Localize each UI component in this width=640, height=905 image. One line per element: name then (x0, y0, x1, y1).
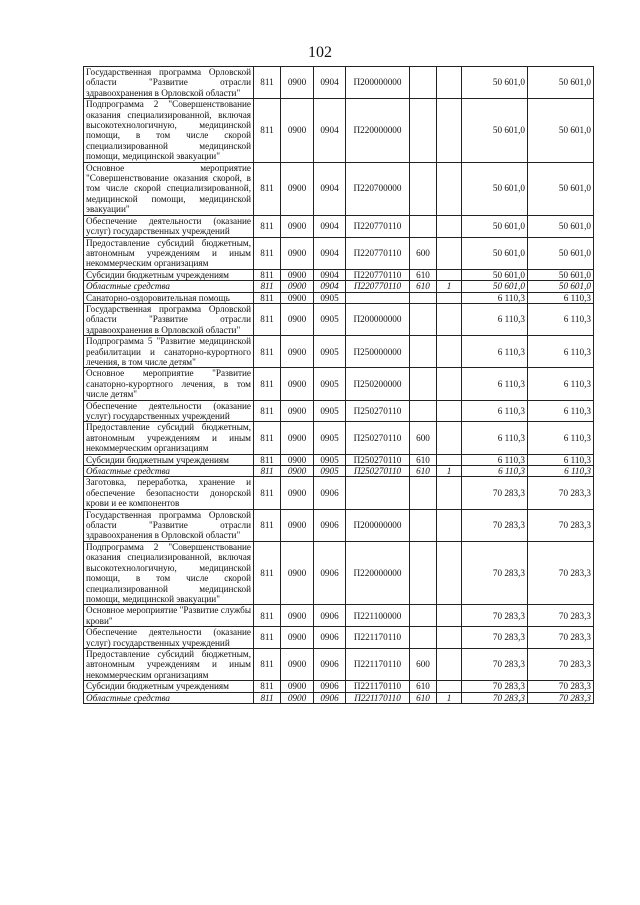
row-grbs-code: 811 (254, 422, 281, 454)
row-amount-1: 50 601,0 (462, 237, 528, 269)
row-amount-1: 6 110,3 (462, 466, 528, 477)
row-section-code: 0900 (281, 509, 314, 541)
row-name: Обеспечение деятельности (оказание услуг) государственных учреждений (84, 627, 254, 649)
table-row (84, 281, 594, 292)
row-amount-2: 50 601,0 (528, 67, 594, 99)
row-target-article-code: П221100000 (346, 605, 410, 627)
row-name: Заготовка, переработка, хранение и обеспечение безопасности донорской крови и ее компонентов (84, 477, 254, 509)
row-grbs-code: 811 (254, 99, 281, 162)
row-name: Государственная программа Орловской области "Развитие отрасли здравоохранения в Орловской области" (84, 67, 254, 99)
row-grbs-code: 811 (254, 215, 281, 237)
row-target-article-code: П220770110 (346, 269, 410, 280)
table-row (84, 605, 594, 627)
row-subsection-code: 0906 (314, 541, 346, 604)
row-subsection-code: 0905 (314, 454, 346, 465)
row-amount-1: 70 283,3 (462, 692, 528, 703)
row-subsection-code: 0905 (314, 336, 346, 368)
row-funding-source-code (437, 422, 462, 454)
row-amount-2: 6 110,3 (528, 292, 594, 303)
row-amount-1: 6 110,3 (462, 400, 528, 422)
row-target-article-code: П250270110 (346, 422, 410, 454)
row-section-code: 0900 (281, 454, 314, 465)
row-grbs-code: 811 (254, 281, 281, 292)
row-subsection-code: 0906 (314, 509, 346, 541)
table-row (84, 681, 594, 692)
row-target-article-code: П220000000 (346, 541, 410, 604)
row-amount-2: 50 601,0 (528, 281, 594, 292)
row-funding-source-code (437, 99, 462, 162)
row-funding-source-code (437, 477, 462, 509)
row-amount-1: 50 601,0 (462, 99, 528, 162)
row-subsection-code: 0906 (314, 627, 346, 649)
row-grbs-code: 811 (254, 454, 281, 465)
table-row (84, 99, 594, 162)
row-subsection-code: 0906 (314, 692, 346, 703)
row-section-code: 0900 (281, 541, 314, 604)
table-row (84, 292, 594, 303)
table-row (84, 162, 594, 215)
row-subsection-code: 0906 (314, 648, 346, 680)
row-expense-type-code (410, 541, 437, 604)
row-name: Основное мероприятие "Совершенствование оказания скорой, в том числе скорой специализированной, медицинской помощи, медицинской эвакуации" (84, 162, 254, 215)
row-amount-1: 50 601,0 (462, 67, 528, 99)
row-funding-source-code (437, 269, 462, 280)
row-expense-type-code (410, 99, 437, 162)
row-subsection-code: 0905 (314, 422, 346, 454)
row-name: Подпрограмма 2 "Совершенствование оказания специализированной, включая высокотехнологичную, медицинской помощи, в том числе скорой специализированной медицинской помощи, медицинской эвакуации" (84, 99, 254, 162)
row-expense-type-code (410, 605, 437, 627)
row-amount-2: 70 283,3 (528, 648, 594, 680)
row-expense-type-code (410, 292, 437, 303)
row-grbs-code: 811 (254, 368, 281, 400)
row-name: Государственная программа Орловской области "Развитие отрасли здравоохранения в Орловской области" (84, 509, 254, 541)
row-target-article-code: П200000000 (346, 303, 410, 335)
row-expense-type-code: 610 (410, 269, 437, 280)
table-row (84, 237, 594, 269)
row-section-code: 0900 (281, 303, 314, 335)
row-target-article-code: П221170110 (346, 648, 410, 680)
row-target-article-code: П221170110 (346, 681, 410, 692)
row-name: Областные средства (84, 692, 254, 703)
row-funding-source-code (437, 67, 462, 99)
row-section-code: 0900 (281, 648, 314, 680)
row-amount-1: 70 283,3 (462, 509, 528, 541)
row-section-code: 0900 (281, 237, 314, 269)
row-amount-1: 50 601,0 (462, 215, 528, 237)
table-row (84, 303, 594, 335)
row-funding-source-code (437, 162, 462, 215)
row-subsection-code: 0905 (314, 303, 346, 335)
row-amount-2: 6 110,3 (528, 336, 594, 368)
row-name: Субсидии бюджетным учреждениям (84, 269, 254, 280)
row-expense-type-code: 610 (410, 454, 437, 465)
row-name: Областные средства (84, 466, 254, 477)
row-target-article-code: П220700000 (346, 162, 410, 215)
row-funding-source-code (437, 336, 462, 368)
row-amount-1: 70 283,3 (462, 477, 528, 509)
row-section-code: 0900 (281, 67, 314, 99)
row-expense-type-code (410, 477, 437, 509)
row-funding-source-code (437, 237, 462, 269)
row-target-article-code (346, 477, 410, 509)
table-row (84, 269, 594, 280)
row-expense-type-code: 610 (410, 681, 437, 692)
row-name: Субсидии бюджетным учреждениям (84, 454, 254, 465)
row-grbs-code: 811 (254, 605, 281, 627)
row-target-article-code: П220000000 (346, 99, 410, 162)
row-target-article-code: П250000000 (346, 336, 410, 368)
row-amount-1: 70 283,3 (462, 648, 528, 680)
row-subsection-code: 0904 (314, 269, 346, 280)
row-amount-1: 70 283,3 (462, 605, 528, 627)
row-grbs-code: 811 (254, 648, 281, 680)
row-amount-2: 6 110,3 (528, 368, 594, 400)
row-expense-type-code (410, 67, 437, 99)
row-name: Субсидии бюджетным учреждениям (84, 681, 254, 692)
row-section-code: 0900 (281, 692, 314, 703)
row-target-article-code: П250270110 (346, 466, 410, 477)
row-funding-source-code (437, 215, 462, 237)
row-amount-1: 50 601,0 (462, 269, 528, 280)
row-section-code: 0900 (281, 292, 314, 303)
row-expense-type-code (410, 215, 437, 237)
row-grbs-code: 811 (254, 541, 281, 604)
row-funding-source-code (437, 368, 462, 400)
row-expense-type-code: 600 (410, 422, 437, 454)
row-expense-type-code: 610 (410, 281, 437, 292)
table-row (84, 400, 594, 422)
row-amount-2: 50 601,0 (528, 162, 594, 215)
row-section-code: 0900 (281, 215, 314, 237)
row-grbs-code: 811 (254, 692, 281, 703)
table-row (84, 466, 594, 477)
row-target-article-code: П220770110 (346, 281, 410, 292)
row-amount-2: 70 283,3 (528, 681, 594, 692)
row-subsection-code: 0906 (314, 477, 346, 509)
row-grbs-code: 811 (254, 67, 281, 99)
row-target-article-code: П250270110 (346, 400, 410, 422)
row-amount-1: 6 110,3 (462, 368, 528, 400)
row-funding-source-code (437, 400, 462, 422)
row-grbs-code: 811 (254, 681, 281, 692)
row-funding-source-code: 1 (437, 281, 462, 292)
row-expense-type-code (410, 627, 437, 649)
row-subsection-code: 0904 (314, 281, 346, 292)
budget-table-body (84, 67, 594, 704)
row-subsection-code: 0906 (314, 681, 346, 692)
row-amount-2: 70 283,3 (528, 477, 594, 509)
row-amount-2: 70 283,3 (528, 692, 594, 703)
table-row (84, 648, 594, 680)
row-expense-type-code: 610 (410, 692, 437, 703)
row-section-code: 0900 (281, 269, 314, 280)
row-amount-2: 70 283,3 (528, 541, 594, 604)
row-name: Обеспечение деятельности (оказание услуг) государственных учреждений (84, 400, 254, 422)
row-name: Основное мероприятие "Развитие санаторно-курортного лечения, в том числе детям" (84, 368, 254, 400)
table-row (84, 477, 594, 509)
row-amount-1: 70 283,3 (462, 627, 528, 649)
row-section-code: 0900 (281, 422, 314, 454)
row-subsection-code: 0905 (314, 368, 346, 400)
row-subsection-code: 0906 (314, 605, 346, 627)
table-row (84, 368, 594, 400)
row-amount-2: 50 601,0 (528, 99, 594, 162)
row-grbs-code: 811 (254, 162, 281, 215)
row-grbs-code: 811 (254, 303, 281, 335)
row-funding-source-code (437, 681, 462, 692)
row-funding-source-code (437, 605, 462, 627)
row-amount-2: 6 110,3 (528, 466, 594, 477)
row-section-code: 0900 (281, 281, 314, 292)
row-amount-2: 50 601,0 (528, 237, 594, 269)
row-target-article-code: П221170110 (346, 692, 410, 703)
table-row (84, 509, 594, 541)
row-name: Государственная программа Орловской области "Развитие отрасли здравоохранения в Орловской области" (84, 303, 254, 335)
row-funding-source-code: 1 (437, 692, 462, 703)
row-amount-1: 6 110,3 (462, 336, 528, 368)
row-target-article-code: П200000000 (346, 509, 410, 541)
row-name: Подпрограмма 2 "Совершенствование оказания специализированной, включая высокотехнологичную, медицинской помощи, в том числе скорой специализированной медицинской помощи, медицинской эвакуации" (84, 541, 254, 604)
row-subsection-code: 0904 (314, 162, 346, 215)
table-row (84, 692, 594, 703)
row-amount-1: 70 283,3 (462, 681, 528, 692)
row-amount-2: 6 110,3 (528, 400, 594, 422)
row-amount-1: 50 601,0 (462, 281, 528, 292)
row-expense-type-code (410, 162, 437, 215)
row-funding-source-code (437, 648, 462, 680)
row-grbs-code: 811 (254, 477, 281, 509)
row-name: Предоставление субсидий бюджетным, автономным учреждениям и иным некоммерческим организациям (84, 422, 254, 454)
row-target-article-code (346, 292, 410, 303)
row-funding-source-code (437, 627, 462, 649)
row-amount-2: 50 601,0 (528, 269, 594, 280)
row-section-code: 0900 (281, 99, 314, 162)
row-grbs-code: 811 (254, 627, 281, 649)
row-section-code: 0900 (281, 477, 314, 509)
row-amount-2: 50 601,0 (528, 215, 594, 237)
row-grbs-code: 811 (254, 237, 281, 269)
row-target-article-code: П221170110 (346, 627, 410, 649)
row-subsection-code: 0905 (314, 292, 346, 303)
row-name: Предоставление субсидий бюджетным, автономным учреждениям и иным некоммерческим организациям (84, 648, 254, 680)
row-amount-2: 70 283,3 (528, 627, 594, 649)
row-grbs-code: 811 (254, 292, 281, 303)
row-expense-type-code (410, 336, 437, 368)
row-name: Санаторно-оздоровительная помощь (84, 292, 254, 303)
budget-table (83, 66, 594, 704)
row-funding-source-code (437, 303, 462, 335)
row-subsection-code: 0904 (314, 237, 346, 269)
row-amount-2: 6 110,3 (528, 303, 594, 335)
row-funding-source-code (437, 454, 462, 465)
row-target-article-code: П250200000 (346, 368, 410, 400)
row-target-article-code: П220770110 (346, 237, 410, 269)
row-section-code: 0900 (281, 400, 314, 422)
row-funding-source-code (437, 509, 462, 541)
row-amount-1: 70 283,3 (462, 541, 528, 604)
row-amount-1: 6 110,3 (462, 292, 528, 303)
row-section-code: 0900 (281, 162, 314, 215)
table-row (84, 336, 594, 368)
row-grbs-code: 811 (254, 336, 281, 368)
row-grbs-code: 811 (254, 400, 281, 422)
row-amount-2: 70 283,3 (528, 509, 594, 541)
row-subsection-code: 0904 (314, 99, 346, 162)
row-amount-1: 6 110,3 (462, 422, 528, 454)
table-row (84, 454, 594, 465)
row-funding-source-code (437, 292, 462, 303)
table-row (84, 67, 594, 99)
table-row (84, 627, 594, 649)
row-subsection-code: 0905 (314, 466, 346, 477)
row-section-code: 0900 (281, 466, 314, 477)
row-expense-type-code: 610 (410, 466, 437, 477)
row-subsection-code: 0904 (314, 67, 346, 99)
row-target-article-code: П220770110 (346, 215, 410, 237)
row-amount-1: 6 110,3 (462, 454, 528, 465)
page-number: 102 (308, 44, 332, 61)
row-amount-2: 70 283,3 (528, 605, 594, 627)
row-expense-type-code (410, 368, 437, 400)
row-subsection-code: 0905 (314, 400, 346, 422)
row-section-code: 0900 (281, 368, 314, 400)
table-row (84, 541, 594, 604)
row-name: Областные средства (84, 281, 254, 292)
row-name: Подпрограмма 5 "Развитие медицинской реабилитации и санаторно-курортного лечения, в том числе детям" (84, 336, 254, 368)
row-name: Предоставление субсидий бюджетным, автономным учреждениям и иным некоммерческим организациям (84, 237, 254, 269)
table-row (84, 215, 594, 237)
row-name: Обеспечение деятельности (оказание услуг) государственных учреждений (84, 215, 254, 237)
row-expense-type-code (410, 303, 437, 335)
row-target-article-code: П200000000 (346, 67, 410, 99)
row-expense-type-code (410, 400, 437, 422)
row-name: Основное мероприятие "Развитие службы крови" (84, 605, 254, 627)
row-funding-source-code (437, 541, 462, 604)
row-section-code: 0900 (281, 336, 314, 368)
row-grbs-code: 811 (254, 509, 281, 541)
row-subsection-code: 0904 (314, 215, 346, 237)
row-target-article-code: П250270110 (346, 454, 410, 465)
row-funding-source-code: 1 (437, 466, 462, 477)
row-section-code: 0900 (281, 605, 314, 627)
row-expense-type-code: 600 (410, 237, 437, 269)
row-section-code: 0900 (281, 627, 314, 649)
row-amount-1: 50 601,0 (462, 162, 528, 215)
row-expense-type-code: 600 (410, 648, 437, 680)
row-amount-2: 6 110,3 (528, 422, 594, 454)
table-row (84, 422, 594, 454)
row-expense-type-code (410, 509, 437, 541)
row-amount-2: 6 110,3 (528, 454, 594, 465)
row-amount-1: 6 110,3 (462, 303, 528, 335)
row-section-code: 0900 (281, 681, 314, 692)
row-grbs-code: 811 (254, 269, 281, 280)
row-grbs-code: 811 (254, 466, 281, 477)
